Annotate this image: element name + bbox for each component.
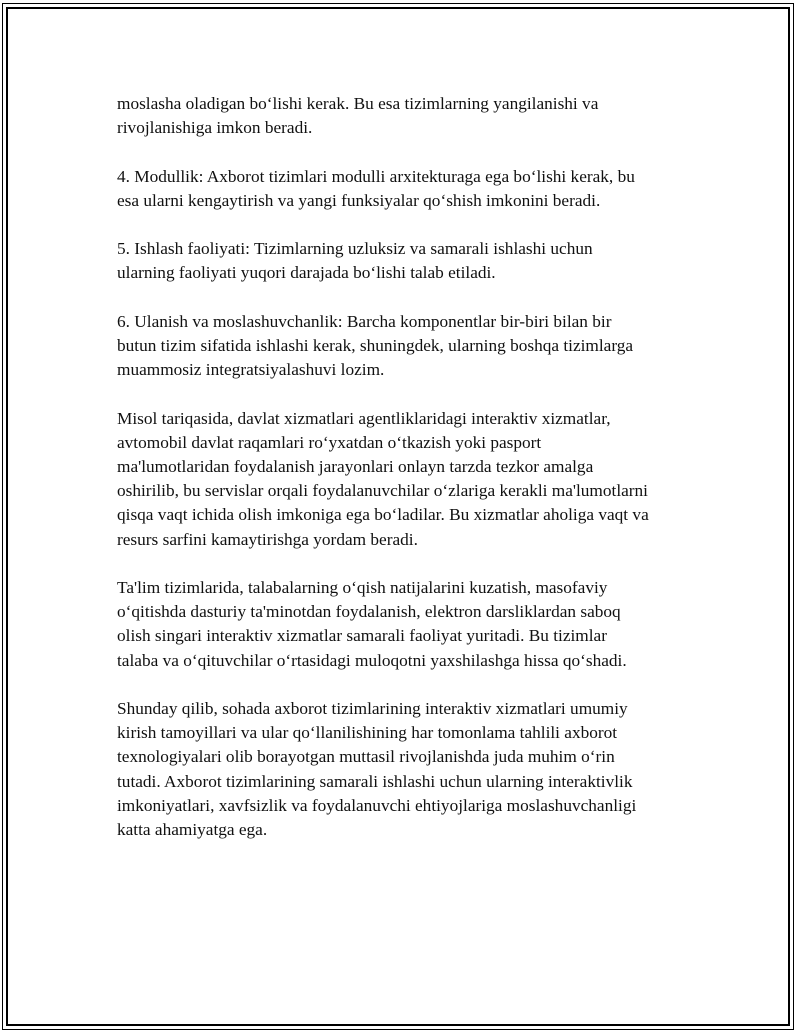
text-line: qisqa vaqt ichida olish imkoniga ega bo‘ladilar. Bu xizmatlar aholiga vaqt va [117, 505, 649, 525]
paragraph [117, 407, 707, 552]
paragraph [117, 165, 707, 213]
text-line: resurs sarfini kamaytirishga yordam beradi. [117, 529, 418, 549]
text-line: 5. Ishlash faoliyati: Tizimlarning uzluksiz va samarali ishlashi uchun [117, 239, 593, 259]
text-line: esa ularni kengaytirish va yangi funksiyalar qo‘shish imkonini beradi. [117, 190, 601, 210]
text-line: Misol tariqasida, davlat xizmatlari agentliklaridagi interaktiv xizmatlar, [117, 408, 611, 428]
text-line: Shunday qilib, sohada axborot tizimlarining interaktiv xizmatlari umumiy [117, 698, 628, 718]
paragraph [117, 237, 707, 285]
text-line: rivojlanishiga imkon beradi. [117, 118, 313, 138]
paragraph [117, 92, 707, 140]
text-line: butun tizim sifatida ishlashi kerak, shuningdek, ularning boshqa tizimlarga [117, 335, 634, 355]
text-line: oshirilib, bu servislar orqali foydalanuvchilar o‘zlariga kerakli ma'lumotlarni [117, 481, 648, 501]
paragraph [117, 576, 707, 673]
text-line: olish singari interaktiv xizmatlar samarali faoliyat yuritadi. Bu tizimlar [117, 626, 607, 646]
text-line: ularning faoliyati yuqori darajada bo‘lishi talab etiladi. [117, 263, 496, 283]
text-line: ma'lumotlaridan foydalanish jarayonlari onlayn tarzda tezkor amalga [117, 456, 594, 476]
text-line: moslasha oladigan bo‘lishi kerak. Bu esa tizimlarning yangilanishi va [117, 94, 599, 113]
paragraph [117, 310, 707, 383]
text-line: talaba va o‘qituvchilar o‘rtasidagi muloqotni yaxshilashga hissa qo‘shadi. [117, 650, 627, 670]
text-line: o‘qitishda dasturiy ta'minotdan foydalanish, elektron darsliklardan saboq [117, 602, 621, 622]
text-line: imkoniyatlari, xavfsizlik va foydalanuvchi ehtiyojlariga moslashuvchanligi [117, 795, 637, 815]
text-line: avtomobil davlat raqamlari ro‘yxatdan o‘tkazish yoki pasport [117, 432, 542, 452]
text-line: 4. Modullik: Axborot tizimlari modulli arxitekturaga ega bo‘lishi kerak, bu [117, 166, 635, 186]
paragraph [117, 697, 707, 842]
text-line: muammosiz integratsiyalashuvi lozim. [117, 360, 385, 380]
document-body [117, 92, 707, 866]
text-line: texnologiyalari olib borayotgan muttasil rivojlanishda juda muhim o‘rin [117, 747, 615, 767]
text-line: Ta'lim tizimlarida, talabalarning o‘qish natijalarini kuzatish, masofaviy [117, 577, 608, 597]
text-line: kirish tamoyillari va ular qo‘llanilishining har tomonlama tahlili axborot [117, 723, 618, 743]
text-line: katta ahamiyatga ega. [117, 820, 268, 839]
text-line: tutadi. Axborot tizimlarining samarali ishlashi uchun ularning interaktivlik [117, 771, 633, 791]
text-line: 6. Ulanish va moslashuvchanlik: Barcha komponentlar bir-biri bilan bir [117, 311, 612, 331]
